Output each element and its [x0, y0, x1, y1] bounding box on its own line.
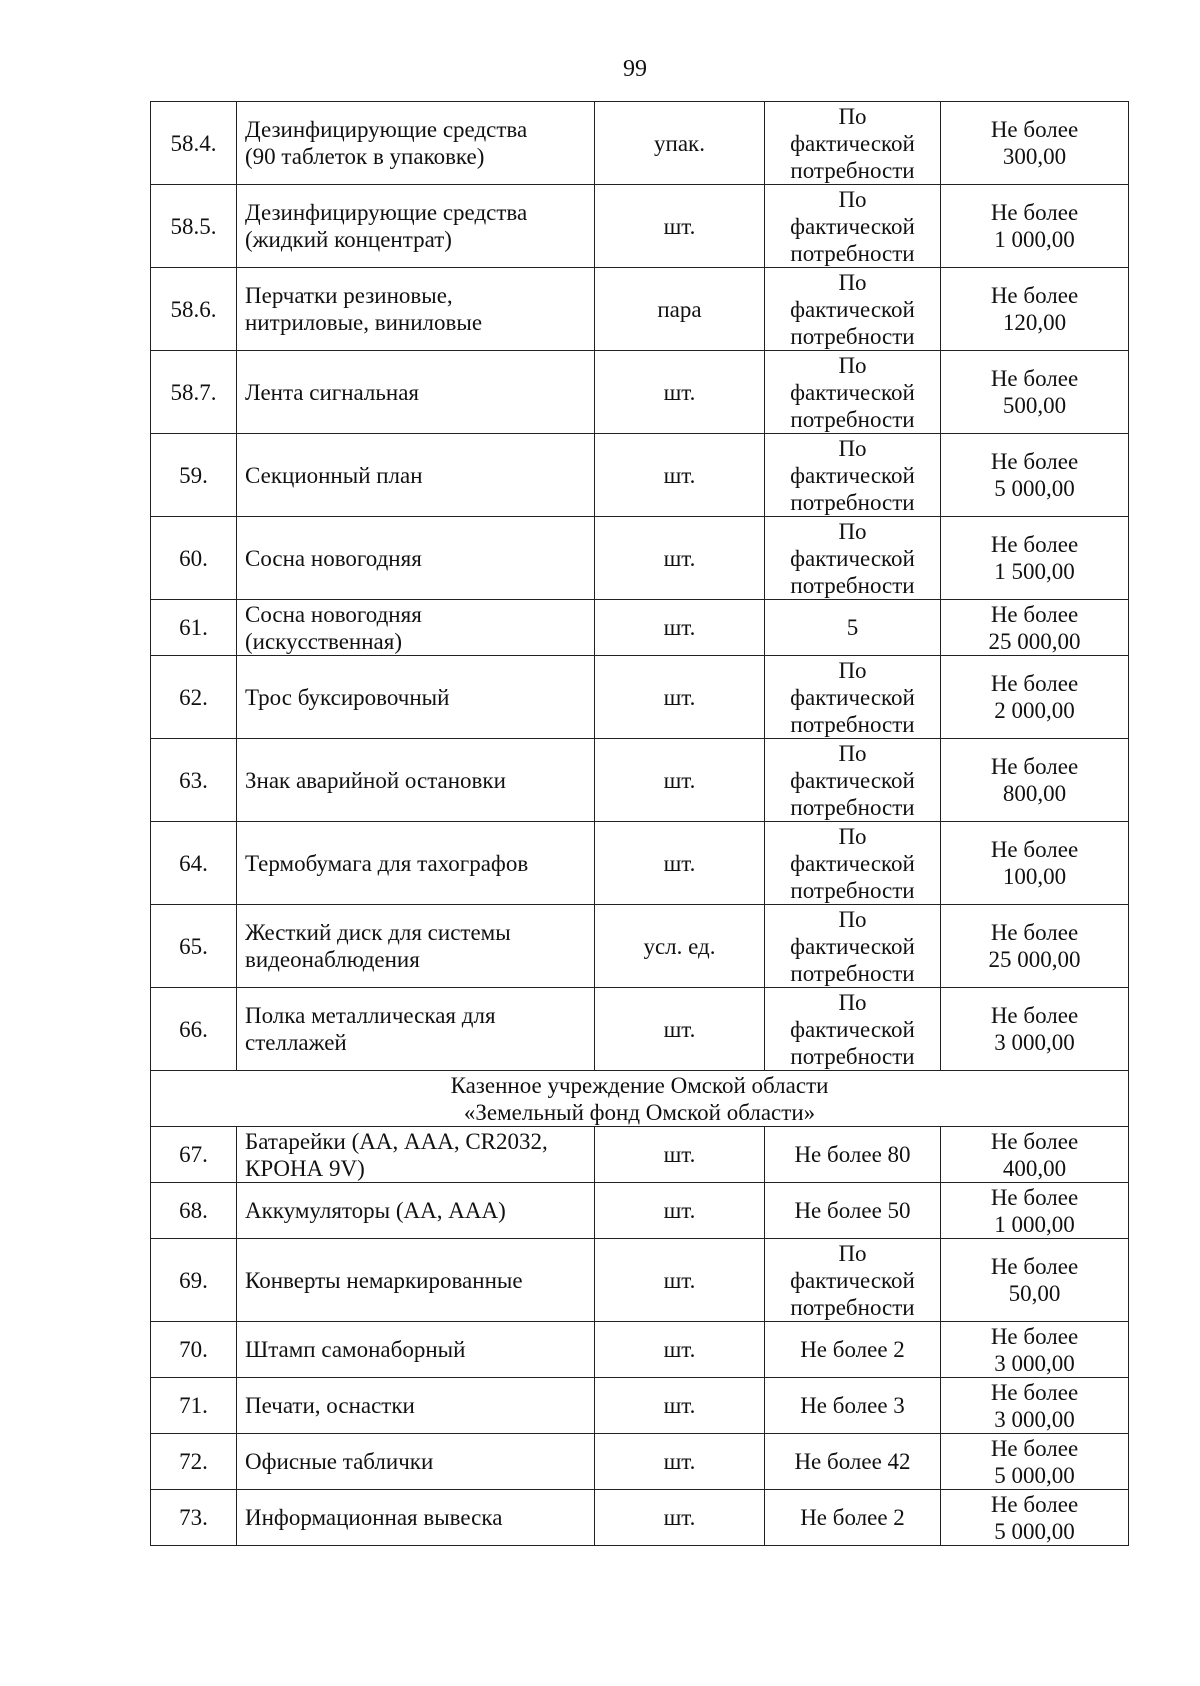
item-price-line: 50,00	[1008, 1281, 1061, 1306]
item-price-line: 3 000,00	[994, 1406, 1075, 1432]
item-quantity-line: Не более 2	[800, 1505, 905, 1530]
item-price	[941, 434, 1129, 517]
item-name-line: стеллажей	[245, 1030, 347, 1055]
item-price-line: Не более	[990, 283, 1079, 308]
item-quantity-line: По	[838, 269, 867, 295]
item-number: 62.	[151, 656, 237, 739]
page-number: 99	[623, 56, 647, 82]
item-price-line: 25 000,00	[988, 628, 1081, 654]
item-quantity	[765, 988, 941, 1071]
item-quantity-line: По	[838, 352, 867, 378]
item-quantity-line: потребности	[790, 1043, 915, 1069]
item-quantity-line: фактической	[790, 933, 915, 959]
item-quantity	[765, 600, 941, 656]
section-title	[151, 1071, 1129, 1127]
item-unit: шт.	[595, 434, 765, 517]
item-price-line: Не более	[990, 920, 1079, 945]
item-quantity-line: потребности	[790, 877, 915, 903]
item-number: 59.	[151, 434, 237, 517]
item-unit: шт.	[595, 185, 765, 268]
item-quantity	[765, 905, 941, 988]
item-name-line: Перчатки резиновые,	[245, 283, 453, 308]
item-name	[237, 656, 595, 739]
item-unit: шт.	[595, 739, 765, 822]
item-quantity	[765, 1322, 941, 1378]
item-quantity-line: Не более 2	[800, 1337, 905, 1362]
item-unit: шт.	[595, 351, 765, 434]
item-price-line: 400,00	[1002, 1155, 1067, 1181]
item-price	[941, 1490, 1129, 1546]
item-price-line: 3 000,00	[994, 1030, 1075, 1055]
table-row	[151, 1378, 1129, 1434]
item-price-line: Не более	[990, 754, 1079, 779]
item-price-line: Не более	[990, 1379, 1079, 1405]
item-price-line: Не более	[990, 1128, 1079, 1154]
item-price-line: 500,00	[1002, 393, 1067, 418]
item-price-line: Не более	[990, 1435, 1079, 1461]
table-row	[151, 1183, 1129, 1239]
item-number: 63.	[151, 739, 237, 822]
item-quantity-line: фактической	[790, 1016, 915, 1042]
item-quantity-line: По	[838, 435, 867, 461]
item-name-line: Дезинфицирующие средства	[245, 117, 528, 142]
item-name	[237, 1434, 595, 1490]
item-price-line: Не более	[990, 1003, 1079, 1028]
item-quantity-line: Не более 50	[794, 1198, 911, 1223]
item-price-line: 800,00	[1002, 781, 1067, 806]
item-price-line: Не более	[990, 837, 1079, 862]
table-row	[151, 185, 1129, 268]
item-name	[237, 905, 595, 988]
item-quantity-line: фактической	[790, 130, 915, 156]
item-number: 67.	[151, 1127, 237, 1183]
item-quantity	[765, 1127, 941, 1183]
item-name-line: Полка металлическая для	[245, 1003, 496, 1028]
item-number: 73.	[151, 1490, 237, 1546]
item-quantity	[765, 1239, 941, 1322]
item-price	[941, 351, 1129, 434]
item-price	[941, 822, 1129, 905]
table-row	[151, 102, 1129, 185]
item-price-line: 1 500,00	[994, 559, 1075, 584]
item-name-line: Офисные таблички	[245, 1449, 434, 1474]
item-quantity-line: потребности	[790, 157, 915, 183]
item-name	[237, 1127, 595, 1183]
item-unit: шт.	[595, 656, 765, 739]
item-quantity	[765, 1490, 941, 1546]
item-name-line: Дезинфицирующие средства	[245, 200, 528, 225]
item-quantity-line: фактической	[790, 850, 915, 876]
item-price-line: Не более	[990, 1184, 1079, 1210]
item-unit: упак.	[595, 102, 765, 185]
item-price-line: 1 000,00	[994, 227, 1075, 252]
item-price	[941, 1322, 1129, 1378]
item-name	[237, 1183, 595, 1239]
item-price	[941, 600, 1129, 656]
item-name-line: Информационная вывеска	[245, 1505, 503, 1530]
item-price-line: Не более	[990, 671, 1079, 696]
item-price-line: 3 000,00	[994, 1350, 1075, 1376]
item-name	[237, 988, 595, 1071]
item-price	[941, 517, 1129, 600]
item-name	[237, 1490, 595, 1546]
table-row	[151, 1127, 1129, 1183]
item-price-line: Не более	[990, 366, 1079, 391]
item-unit: пара	[595, 268, 765, 351]
item-quantity	[765, 1183, 941, 1239]
item-quantity-line: фактической	[790, 1267, 915, 1293]
item-price	[941, 739, 1129, 822]
item-number: 68.	[151, 1183, 237, 1239]
item-price	[941, 656, 1129, 739]
item-price	[941, 988, 1129, 1071]
item-quantity-line: потребности	[790, 323, 915, 349]
item-price-line: Не более	[990, 449, 1079, 474]
table-row	[151, 1322, 1129, 1378]
item-name-line: КРОНА 9V)	[245, 1155, 365, 1181]
item-name-line: Жесткий диск для системы	[245, 920, 511, 945]
item-price	[941, 185, 1129, 268]
item-name	[237, 351, 595, 434]
item-name-line: Батарейки (АА, ААА, CR2032,	[245, 1128, 548, 1154]
item-quantity-line: фактической	[790, 462, 915, 488]
items-table	[150, 101, 1129, 1546]
item-quantity	[765, 1378, 941, 1434]
item-price-line: 5 000,00	[994, 476, 1075, 501]
item-quantity-line: По	[838, 740, 867, 766]
item-price	[941, 1183, 1129, 1239]
item-name-line: нитриловые, виниловые	[245, 310, 483, 335]
item-name-line: Знак аварийной остановки	[245, 767, 506, 793]
item-unit: шт.	[595, 822, 765, 905]
item-quantity-line: По	[838, 103, 867, 129]
item-quantity	[765, 268, 941, 351]
table-row	[151, 268, 1129, 351]
item-price	[941, 1239, 1129, 1322]
item-name-line: Штамп самонаборный	[245, 1337, 466, 1362]
item-unit: шт.	[595, 1490, 765, 1546]
item-price	[941, 1378, 1129, 1434]
item-price-line: 300,00	[1002, 144, 1067, 169]
item-name-line: Сосна новогодняя	[245, 601, 422, 627]
item-unit: шт.	[595, 1378, 765, 1434]
item-unit: шт.	[595, 600, 765, 656]
item-price	[941, 905, 1129, 988]
item-unit: шт.	[595, 517, 765, 600]
item-name	[237, 517, 595, 600]
item-price-line: 5 000,00	[994, 1518, 1075, 1544]
item-price-line: Не более	[990, 1323, 1079, 1349]
item-price	[941, 102, 1129, 185]
item-number: 60.	[151, 517, 237, 600]
item-unit: шт.	[595, 988, 765, 1071]
item-quantity-line: фактической	[790, 545, 915, 571]
item-quantity	[765, 739, 941, 822]
item-number: 58.7.	[151, 351, 237, 434]
table-row	[151, 517, 1129, 600]
item-name	[237, 268, 595, 351]
item-price	[941, 1127, 1129, 1183]
item-name-line: Конверты немаркированные	[245, 1267, 523, 1293]
item-quantity-line: По	[838, 906, 867, 932]
item-unit: шт.	[595, 1239, 765, 1322]
item-quantity-line: потребности	[790, 960, 915, 986]
table-row	[151, 739, 1129, 822]
item-number: 65.	[151, 905, 237, 988]
item-name	[237, 600, 595, 656]
item-quantity-line: потребности	[790, 406, 915, 432]
table-row	[151, 822, 1129, 905]
item-name-line: Лента сигнальная	[245, 379, 419, 405]
table-row	[151, 1239, 1129, 1322]
table-row	[151, 434, 1129, 517]
item-price-line: 25 000,00	[988, 947, 1081, 972]
item-quantity-line: Не более 80	[794, 1142, 911, 1167]
item-name-line: (90 таблеток в упаковке)	[245, 144, 485, 169]
item-price-line: Не более	[990, 532, 1079, 557]
item-unit: шт.	[595, 1322, 765, 1378]
item-price-line: Не более	[990, 601, 1079, 627]
item-unit: шт.	[595, 1183, 765, 1239]
table-row	[151, 351, 1129, 434]
item-quantity	[765, 656, 941, 739]
item-quantity-line: фактической	[790, 767, 915, 793]
table-row	[151, 600, 1129, 656]
item-quantity	[765, 822, 941, 905]
item-number: 58.6.	[151, 268, 237, 351]
item-name	[237, 1378, 595, 1434]
table-row	[151, 988, 1129, 1071]
item-name-line: (искусственная)	[245, 628, 402, 654]
item-number: 69.	[151, 1239, 237, 1322]
item-name	[237, 102, 595, 185]
items-table-body	[151, 102, 1129, 1546]
item-quantity	[765, 351, 941, 434]
table-row	[151, 1434, 1129, 1490]
item-price-line: 1 000,00	[994, 1211, 1075, 1237]
item-quantity-line: По	[838, 1240, 867, 1266]
table-row	[151, 656, 1129, 739]
item-price-line: 2 000,00	[994, 698, 1075, 723]
item-number: 61.	[151, 600, 237, 656]
item-name	[237, 739, 595, 822]
item-quantity-line: фактической	[790, 213, 915, 239]
table-row	[151, 1490, 1129, 1546]
item-price-line: 5 000,00	[994, 1462, 1075, 1488]
item-quantity-line: Не более 3	[800, 1393, 905, 1418]
item-quantity-line: потребности	[790, 1294, 915, 1320]
item-quantity-line: потребности	[790, 489, 915, 515]
item-price-line: Не более	[990, 200, 1079, 225]
item-price	[941, 1434, 1129, 1490]
item-name	[237, 185, 595, 268]
item-number: 72.	[151, 1434, 237, 1490]
item-quantity	[765, 434, 941, 517]
item-price-line: Не более	[990, 117, 1079, 142]
item-quantity	[765, 1434, 941, 1490]
item-quantity-line: потребности	[790, 240, 915, 266]
item-number: 58.4.	[151, 102, 237, 185]
item-name	[237, 1239, 595, 1322]
item-quantity	[765, 102, 941, 185]
item-quantity-line: потребности	[790, 794, 915, 820]
item-number: 64.	[151, 822, 237, 905]
item-name-line: Печати, оснастки	[245, 1393, 415, 1418]
item-number: 58.5.	[151, 185, 237, 268]
item-quantity	[765, 185, 941, 268]
item-quantity-line: По	[838, 518, 867, 544]
item-name-line: Секционный план	[245, 462, 423, 488]
item-quantity-line: потребности	[790, 572, 915, 598]
section-title-line: «Земельный фонд Омской области»	[463, 1099, 816, 1125]
item-price-line: 120,00	[1002, 310, 1067, 335]
item-quantity-line: По	[838, 186, 867, 212]
item-quantity-line: По	[838, 657, 867, 683]
item-quantity-line: 5	[846, 615, 859, 640]
item-number: 66.	[151, 988, 237, 1071]
item-quantity-line: Не более 42	[794, 1449, 911, 1474]
item-unit: шт.	[595, 1127, 765, 1183]
item-name-line: видеонаблюдения	[245, 947, 420, 972]
item-number: 70.	[151, 1322, 237, 1378]
item-name-line: Трос буксировочный	[245, 684, 450, 710]
item-number: 71.	[151, 1378, 237, 1434]
item-unit: шт.	[595, 1434, 765, 1490]
item-price-line: Не более	[990, 1491, 1079, 1517]
item-name	[237, 1322, 595, 1378]
item-quantity-line: По	[838, 989, 867, 1015]
item-quantity-line: фактической	[790, 379, 915, 405]
item-quantity-line: потребности	[790, 711, 915, 737]
item-name	[237, 822, 595, 905]
item-unit: усл. ед.	[595, 905, 765, 988]
item-name-line: Термобумага для тахографов	[245, 850, 529, 876]
item-price	[941, 268, 1129, 351]
item-quantity-line: По	[838, 823, 867, 849]
table-row	[151, 905, 1129, 988]
section-header-row	[151, 1071, 1129, 1127]
item-name	[237, 434, 595, 517]
item-quantity-line: фактической	[790, 684, 915, 710]
item-price-line: 100,00	[1002, 864, 1067, 889]
item-name-line: (жидкий концентрат)	[245, 227, 452, 252]
item-quantity-line: фактической	[790, 296, 915, 322]
section-title-line: Казенное учреждение Омской области	[450, 1072, 829, 1098]
item-name-line: Сосна новогодняя	[245, 545, 422, 571]
item-price-line: Не более	[990, 1254, 1079, 1279]
item-name-line: Аккумуляторы (АА, ААА)	[245, 1198, 506, 1223]
item-quantity	[765, 517, 941, 600]
